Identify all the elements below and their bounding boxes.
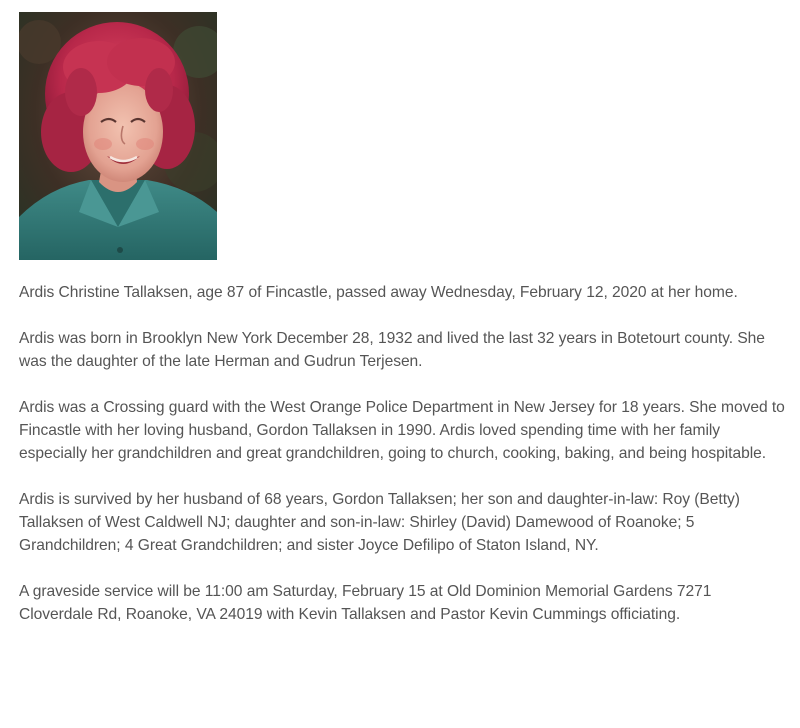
portrait-photo (19, 12, 217, 260)
obituary-text (19, 281, 789, 649)
obituary-paragraph-birth: Ardis was born in Brooklyn New York December 28, 1932 and lived the last 32 years in Botetourt county. She was the daughter of the late Herman and Gudrun Terjesen. (19, 330, 765, 370)
portrait-illustration (19, 12, 217, 260)
obituary-paragraph-service: A graveside service will be 11:00 am Saturday, February 15 at Old Dominion Memorial Gardens 7271 Cloverdale Rd, Roanoke, VA 24019 with Kevin Tallaksen and Pastor Kevin Cummings officiating. (19, 583, 712, 623)
obituary-paragraph-survivors: Ardis is survived by her husband of 68 years, Gordon Tallaksen; her son and daughter-in-law: Roy (Betty) Tallaksen of West Caldwell NJ; daughter and son-in-law: Shirley (David) Damewood of Roanoke; 5 Grandchildren; 4 Great Grandchildren; and sister Joyce Defilipo of Staton Island, NY. (19, 491, 740, 554)
obituary-paragraph-intro: Ardis Christine Tallaksen, age 87 of Fincastle, passed away Wednesday, February 12, 2020 at her home. (19, 284, 738, 301)
obituary-paragraph-life: Ardis was a Crossing guard with the West Orange Police Department in New Jersey for 18 years. She moved to Fincastle with her loving husband, Gordon Tallaksen in 1990. Ardis loved spending time with her family especially her grandchildren and great grandchildren, going to church, cooking, baking, and being hospitable. (19, 399, 785, 462)
